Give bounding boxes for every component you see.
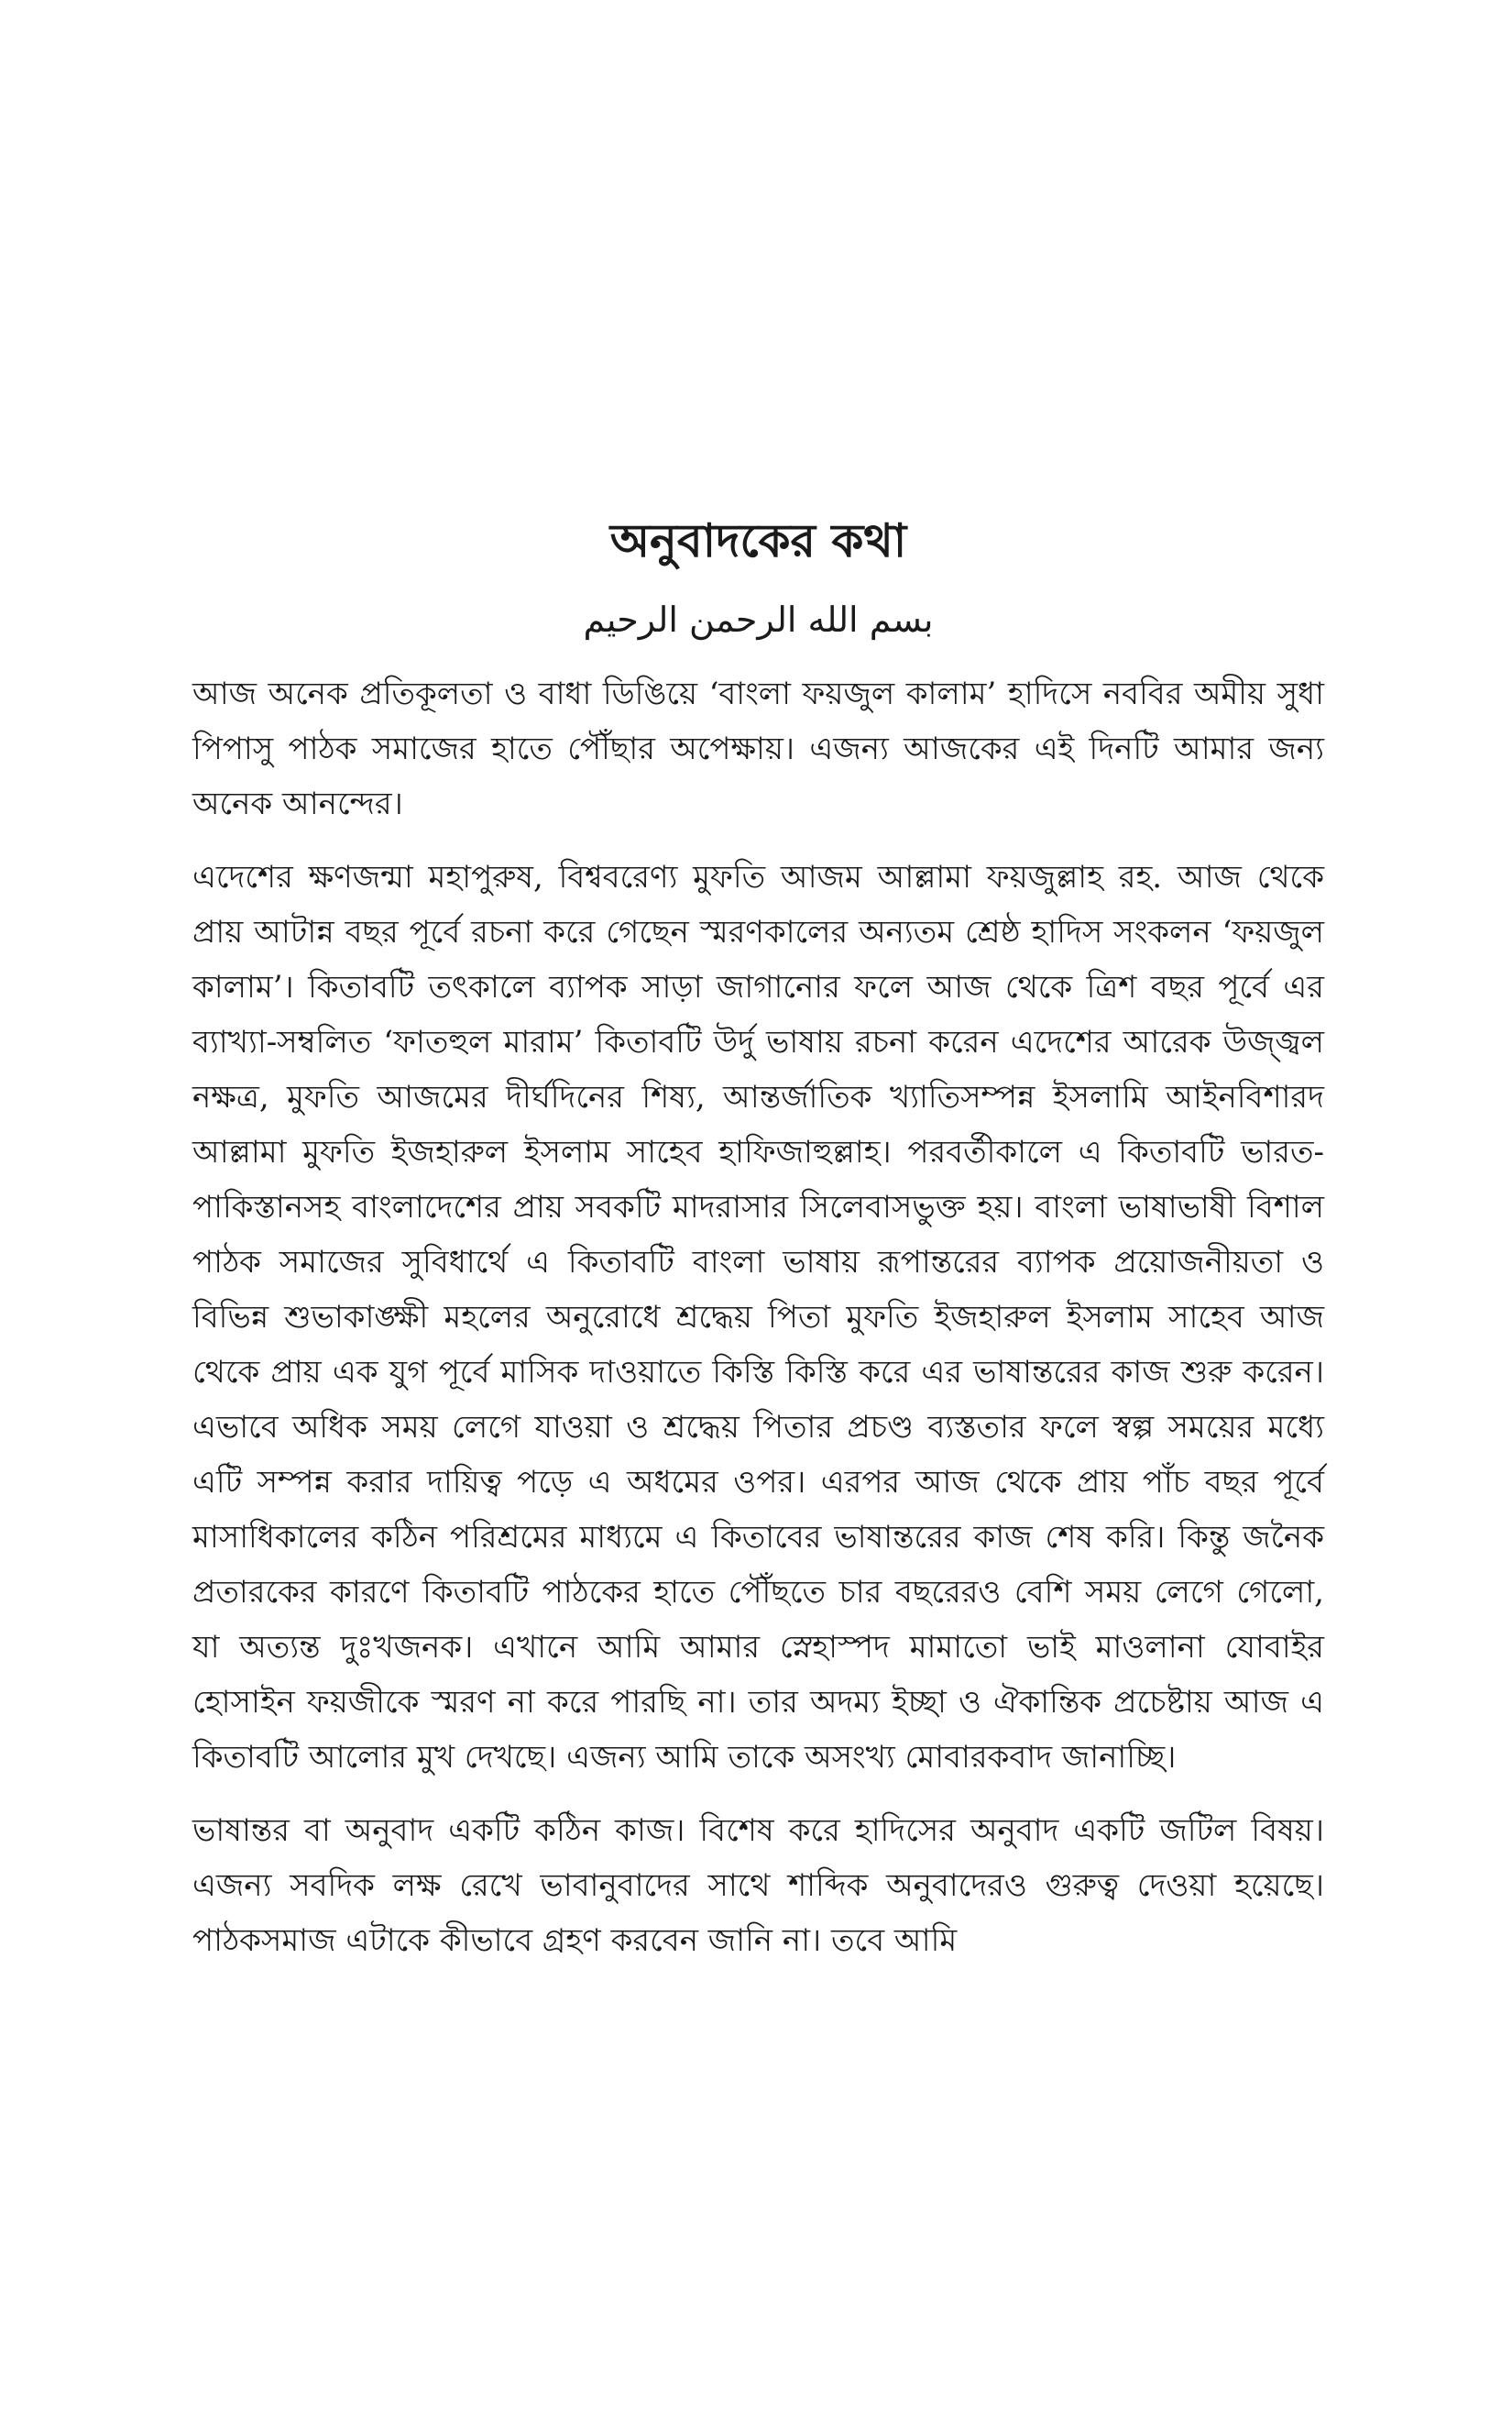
page-title: অনুবাদকের কথা bbox=[609, 513, 907, 567]
paragraph-translation-note: ভাষান্তর বা অনুবাদ একটি কঠিন কাজ। বিশেষ করে হাদিসের অনুবাদ একটি জটিল বিষয়। এজন্য সবদিক লক্ষ রেখে ভাবানুবাদের সাথে শাব্দিক অনুবাদেরও গুরুত্ব দেওয়া হয়েছে। পাঠকসমাজ এটাকে কীভাবে গ্রহণ করবেন জানি না। তবে আমি bbox=[192, 1812, 1324, 1960]
bismillah-heading: بسم الله الرحمن الرحيم bbox=[583, 600, 934, 640]
paragraph-history: এদেশের ক্ষণজন্মা মহাপুরুষ, বিশ্ববরেণ্য মুফতি আজম আল্লামা ফয়জুল্লাহ রহ. আজ থেকে প্রায় আটান্ন বছর পূর্বে রচনা করে গেছেন স্মরণকালের অন্যতম শ্রেষ্ঠ হাদিস সংকলন ‘ফয়জুল কালাম’। কিতাবটি তৎকালে ব্যাপক সাড়া জাগানোর ফলে আজ থেকে ত্রিশ বছর পূর্বে এর ব্যাখ্যা-সম্বলিত ‘ফাতহুল মারাম’ কিতাবটি উর্দু ভাষায় রচনা করেন এদেশের আরেক উজ্জ্বল নক্ষত্র, মুফতি আজমের দীর্ঘদিনের শিষ্য, আন্তর্জাতিক খ্যাতিসম্পন্ন ইসলামি আইনবিশারদ আল্লামা মুফতি ইজহারুল ইসলাম সাহেব হাফিজাহুল্লাহ। পরবর্তীকালে এ কিতাবটি ভারত-পাকিস্তানসহ বাংলাদেশের প্রায় সবকটি মাদরাসার সিলেবাসভুক্ত হয়। বাংলা ভাষাভাষী বিশাল পাঠক সমাজের সুবিধার্থে এ কিতাবটি বাংলা ভাষায় রূপান্তরের ব্যাপক প্রয়োজনীয়তা ও বিভিন্ন শুভাকাঙ্ক্ষী মহলের অনুরোধে শ্রদ্ধেয় পিতা মুফতি ইজহারুল ইসলাম সাহেব আজ থেকে প্রায় এক যুগ পূর্বে মাসিক দাওয়াতে কিস্তি কিস্তি করে এর ভাষান্তরের কাজ শুরু করেন। এভাবে অধিক সময় লেগে যাওয়া ও শ্রদ্ধেয় পিতার প্রচণ্ড ব্যস্ততার ফলে স্বল্প সময়ের মধ্যে এটি সম্পন্ন করার দায়িত্ব পড়ে এ অধমের ওপর। এরপর আজ থেকে প্রায় পাঁচ বছর পূর্বে মাসাধিকালের কঠিন পরিশ্রমের মাধ্যমে এ কিতাবের ভাষান্তরের কাজ শেষ করি। কিন্তু জনৈক প্রতারকের কারণে কিতাবটি পাঠকের হাতে পৌঁছতে চার বছরেরও বেশি সময় লেগে গেলো, যা অত্যন্ত দুঃখজনক। এখানে আমি আমার স্নেহাস্পদ মামাতো ভাই মাওলানা যোবাইর হোসাইন ফয়জীকে স্মরণ না করে পারছি না। তার অদম্য ইচ্ছা ও ঐকান্তিক প্রচেষ্টায় আজ এ কিতাবটি আলোর মুখ দেখছে। এজন্য আমি তাকে অসংখ্য মোবারকবাদ জানাচ্ছি। bbox=[192, 859, 1324, 1776]
paragraph-intro: আজ অনেক প্রতিকূলতা ও বাধা ডিঙিয়ে ‘বাংলা ফয়জুল কালাম’ হাদিসে নববির অমীয় সুধা পিপাসু পাঠক সমাজের হাতে পৌঁছার অপেক্ষায়। এজন্য আজকের এই দিনটি আমার জন্য অনেক আনন্দের। bbox=[192, 676, 1324, 823]
document-page bbox=[192, 513, 1324, 1986]
